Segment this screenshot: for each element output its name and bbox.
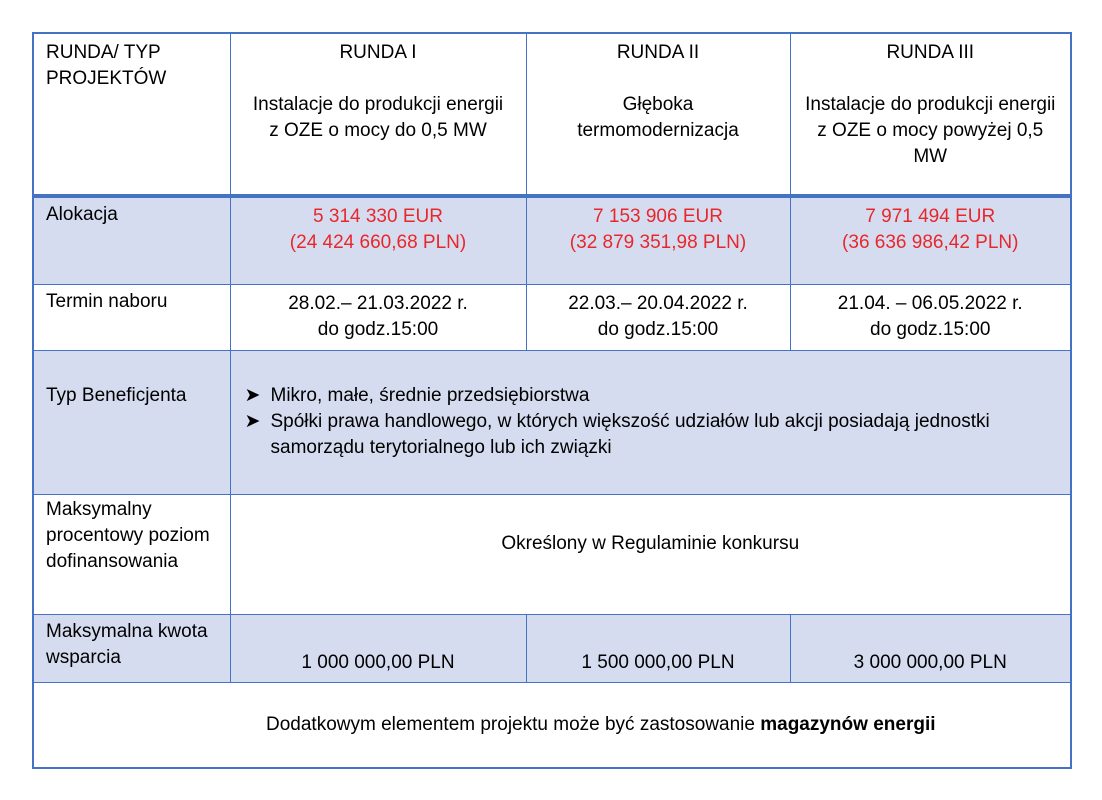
list-item-text: Spółki prawa handlowego, w których większość udziałów lub akcji posiadają jednostki samorządu terytorialnego lub ich związki: [270, 410, 990, 458]
corner-label: [33, 33, 230, 196]
max-amount-row: [33, 614, 1071, 682]
allocation-pln: (32 879 351,98 PLN): [569, 232, 747, 253]
deadline-round-1: [230, 284, 526, 350]
list-item: [245, 409, 1071, 461]
max-amount-round-3: 3 000 000,00 PLN: [790, 614, 1071, 682]
beneficiary-list-cell: [230, 350, 1071, 494]
deadline-time: do godz.15:00: [317, 318, 439, 340]
corner-label-text: RUNDA/ TYP PROJEKTÓW: [46, 42, 167, 89]
max-amount-round-2: 1 500 000,00 PLN: [526, 614, 790, 682]
allocation-pln: (24 424 660,68 PLN): [289, 232, 467, 253]
deadline-time: do godz.15:00: [597, 318, 719, 340]
arrow-bullet-icon: ➤: [244, 410, 261, 432]
deadline-dates: 28.02.– 21.03.2022 r.: [288, 292, 468, 314]
footer-row: [33, 682, 1071, 768]
allocation-eur: 7 153 906 EUR: [593, 206, 723, 227]
allocation-label: Alokacja: [33, 196, 230, 284]
deadline-row: [33, 284, 1071, 350]
max-amount-round-1: 1 000 000,00 PLN: [230, 614, 526, 682]
list-item-text: Mikro, małe, średnie przedsiębiorstwa: [270, 384, 590, 406]
allocation-round-1: [230, 196, 526, 284]
deadline-dates: 21.04. – 06.05.2022 r.: [837, 292, 1023, 314]
max-percent-value: Określony w Regulaminie konkursu: [230, 494, 1071, 614]
round-3-description: Instalacje do produkcji energii z OZE o mocy powyżej 0,5 MW: [805, 94, 1056, 167]
round-2-description: Głęboka termomodernizacja: [577, 94, 739, 141]
round-1-header: [230, 33, 526, 196]
deadline-round-3: [790, 284, 1071, 350]
list-item: [245, 383, 1071, 409]
allocation-round-2: [526, 196, 790, 284]
beneficiary-row: [33, 350, 1071, 494]
max-percent-label: Maksymalny procentowy poziom dofinansowania: [33, 494, 230, 614]
max-percent-row: [33, 494, 1071, 614]
allocation-eur: 5 314 330 EUR: [313, 206, 443, 227]
allocation-round-3: [790, 196, 1071, 284]
allocation-eur: 7 971 494 EUR: [865, 206, 996, 227]
round-3-header: [790, 33, 1071, 196]
deadline-time: do godz.15:00: [870, 318, 991, 340]
funding-rounds-table: [32, 32, 1072, 769]
round-2-header: [526, 33, 790, 196]
header-row: [33, 33, 1071, 196]
round-1-description: Instalacje do produkcji energii z OZE o mocy do 0,5 MW: [252, 94, 504, 141]
footer-note: [33, 682, 1071, 768]
beneficiary-label: Typ Beneficjenta: [33, 350, 230, 494]
allocation-pln: (36 636 986,42 PLN): [842, 232, 1019, 253]
deadline-round-2: [526, 284, 790, 350]
beneficiary-list: [231, 383, 1071, 461]
round-3-title: RUNDA III: [886, 42, 975, 63]
deadline-label: Termin naboru: [33, 284, 230, 350]
max-amount-label: Maksymalna kwota wsparcia: [33, 614, 230, 682]
allocation-row: [33, 196, 1071, 284]
round-2-title: RUNDA II: [616, 42, 700, 63]
footer-bold-text: magazynów energii: [760, 713, 936, 735]
footer-text: Dodatkowym elementem projektu może być zastosowanie: [266, 713, 755, 735]
round-1-title: RUNDA I: [339, 42, 417, 63]
arrow-bullet-icon: ➤: [244, 384, 261, 406]
deadline-dates: 22.03.– 20.04.2022 r.: [568, 292, 748, 314]
